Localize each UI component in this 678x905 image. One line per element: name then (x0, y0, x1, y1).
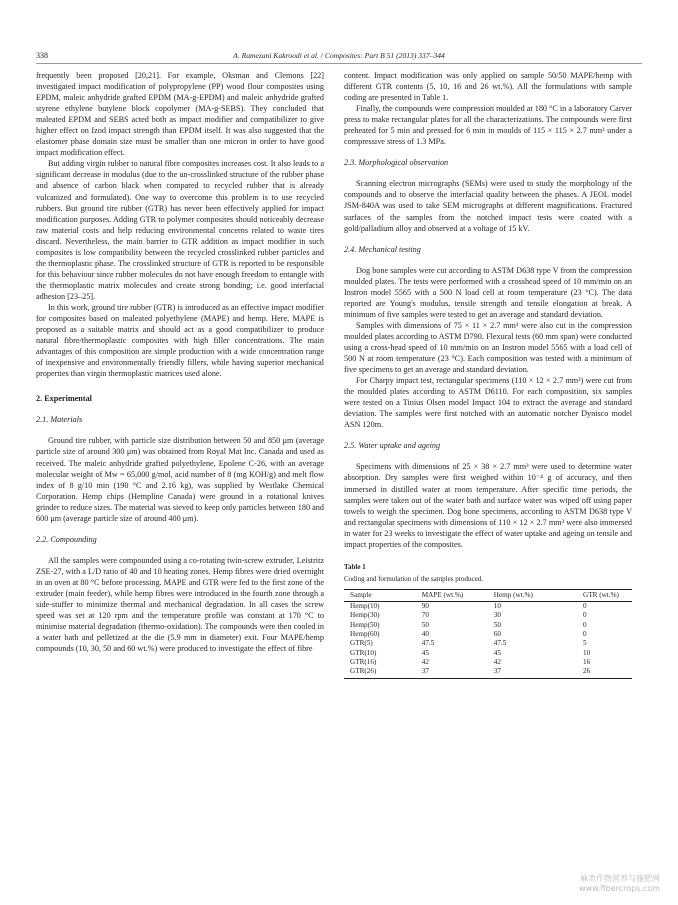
paragraph-moulding: Finally, the compounds were compression moulded at 180 °C in a laboratory Carver press to make rectangular plates for all the characterizations. The compounds were first preheated for 5 min and pressed for 6 min in moulds of 115 × 115 × 2.7 mm³ under a compressive stress of 1.3 MPa. (344, 104, 632, 147)
table-cell: 42 (421, 657, 429, 666)
table-cell: Hemp(50) (350, 620, 380, 629)
table-row (344, 602, 632, 612)
table-cell: 42 (493, 657, 501, 666)
table-header-cell: MAPE (wt.%) (422, 589, 494, 601)
table-cell: 70 (421, 611, 429, 620)
table-title: Table 1 (344, 562, 366, 571)
table-caption: Coding and formulation of the samples produced. (344, 574, 483, 583)
heading-experimental: 2. Experimental (36, 394, 92, 404)
table-cell: 0 (583, 630, 587, 639)
table-cell: GTR(26) (344, 667, 422, 678)
table-cell: 30 (493, 611, 501, 620)
running-title: A. Ramezani Kakroodi et al. / Composites: Part B 51 (2013) 337–344 (233, 51, 445, 60)
table-cell: 90 (421, 602, 429, 611)
table-cell: 45 (493, 648, 501, 657)
paragraph-water: Specimens with dimensions of 25 × 38 × 2.7 mm³ were used to determine water absorption. Dry samples were first weighed within 10⁻⁴ g of accuracy, and then immersed in distilled water at room temperature. After specific time periods, the samples were taken out of the water bath and surface water was wiped off using paper towels to weigh the specimen. Dog bone specimens, according to ASTM D638 type V and rectangular specimens with dimensions of 110 × 12 × 2.7 mm³ were also immersed in water for 23 weeks to investigate the effect of water uptake and ageing on tensile and impact properties of the composites. (344, 462, 632, 549)
paragraph-morphology: Scanning electron micrographs (SEMs) were used to study the morphology of the compounds and to observe the interfacial quality between the phases. A JEOL model JSM-840A was used to take SEM micrographs at different magnifications. Fractured surfaces of the samples from the notched impact tests were coated with a gold/palladium alloy and observed at a voltage of 15 kV. (344, 179, 632, 233)
paragraph-materials: Ground tire rubber, with particle size distribution between 50 and 850 μm (average particle size of around 300 μm) was obtained from Royal Mat Inc. Canada and used as received. The maleic anhydride grafted polyethylene, Epolene C-26, with an average molecular weight of Mw = 65,000 g/mol, acid number of 8 (mg KOH/g) and melt flow index of 8 g/10 min (190 °C and 2.16 kg), was supplied by Westlake Chemical Corporation. Hemp chips (Hempline Canada) were ground in a rotational knives grinder to reduce sizes. The material was sieved to keep only particles between 180 and 600 μm (average particle size of around 400 μm). (36, 436, 324, 523)
heading-compounding: 2.2. Compounding (36, 534, 97, 544)
table-cell: 40 (421, 630, 429, 639)
paragraph-compounding: All the samples were compounded using a co-rotating twin-screw extruder, Leistritz ZSE-27, with a L/D ratio of 40 and 10 heating zones. Hemp fibres were dried overnight in an oven at 80 °C before processing. MAPE and GTR were fed to the first zone of the extruder (main feeder), while hemp fibres were introduced in the fourth zone through a side-stuffer to minimize thermal and mechanical degradation. In all cases the screw speed was set at 120 rpm and the temperature profile was constant at 170 °C to minimise material degradation (thermo-oxidation). The compounds were then cooled in a water bath and pelletized at the die (5.9 mm in diameter) exit. Four MAPE/hemp compounds (10, 30, 50 and 60 wt.%) were produced to investigate the effect of fibre (36, 555, 324, 654)
right-column (344, 70, 632, 679)
table-cell: 50 (421, 620, 429, 629)
table-cell: 47.5 (421, 639, 435, 648)
heading-water: 2.5. Water uptake and ageing (344, 441, 441, 451)
table-cell: 16 (583, 657, 591, 666)
page-number: 338 (36, 51, 48, 60)
table-cell: 0 (583, 611, 587, 620)
paragraph-flexural: Samples with dimensions of 75 × 11 × 2.7 mm³ were also cut in the compression moulded plates according to ASTM D790. Flexural tests (60 mm span) were conducted using a cross-head speed of 10 mm/min on an Instron model 5565 with a load cell of 500 N at room temperature (23 °C). Each composition was tested with a minimum of five specimens to get an average and standard deviation. (344, 320, 632, 375)
site-watermark (579, 874, 660, 894)
table-row (344, 658, 632, 667)
table-header-cell: Sample (344, 589, 422, 601)
table-row (344, 639, 632, 648)
table-row (344, 630, 632, 639)
table-cell: Hemp(30) (350, 611, 380, 620)
paragraph-intro-3: In this work, ground tire rubber (GTR) is introduced as an effective impact modifier for composites based on maleated polyethylene (MAPE) and hemp. Here, MAPE is proposed as a suitable matrix and should act as a good compatibilizer to produce natural fibre/thermoplastic composites with high filler concentrations. The main advantages of this composition are simple production with a wide concentration range of inexpensive and environmentally friendly fillers, while having superior mechanical properties than virgin thermoplastic matrices used alone. (36, 302, 324, 379)
header-rule (36, 63, 642, 64)
table-header-cell: Hemp (wt.%) (494, 589, 583, 601)
paragraph-impact: For Charpy impact test, rectangular specimens (110 × 12 × 2.7 mm³) were cut from the moulded plates according to ASTM D6110. For each composition, six samples were tested on a Tinius Olsen model Impact 104 to extract the average and standard deviation. The samples were first notched with an automatic notcher Dynisco model ASN 120m. (344, 376, 632, 430)
formulation-table (344, 589, 632, 679)
table-cell: 47.5 (493, 639, 507, 648)
table-cell: 60 (493, 630, 501, 639)
watermark-line: www.fibercrops.com (579, 884, 660, 893)
table-cell: 10 (493, 602, 501, 611)
watermark-line: 麻类作物营养与施肥网 (580, 874, 660, 883)
table-row (344, 611, 632, 620)
table-cell: 10 (583, 648, 591, 657)
table-cell: GTR(10) (350, 648, 377, 657)
paragraph-intro-1: frequently been proposed [20,21]. For example, Oksman and Clemons [22] investigated impact modification of polypropylene (PP) wood flour composites using EPDM, maleic anhydride grafted EPDM (MA-g-EPDM) and maleic anhydride grafted styrene ethylene butylene block copolymer (MA-g-SEBS). They concluded that maleated EPDM and SEBS acted both as impact modifier and compatibilizer to give higher effect on Izod impact strength than EPDM itself. It was also suggested that the elastomer phase domain size must be smaller than one micron in order to have good impact modification effect. (36, 71, 324, 158)
table-cell: 5 (583, 639, 587, 648)
left-column (36, 70, 324, 654)
table-header-cell: GTR (wt.%) (583, 589, 632, 601)
paragraph-content: content. Impact modification was only applied on sample 50/50 MAPE/hemp with different GTR contents (5, 10, 16 and 26 wt.%). All the formulations with sample coding are presented in Table 1. (344, 71, 632, 103)
table-cell: 26 (583, 667, 632, 678)
table-cell: Hemp(60) (350, 630, 380, 639)
table-row (344, 649, 632, 658)
heading-materials: 2.1. Materials (36, 415, 83, 425)
table-cell: GTR(16) (350, 657, 377, 666)
table-cell: Hemp(10) (350, 602, 380, 611)
paragraph-tensile: Dog bone samples were cut according to ASTM D638 type V from the compression moulded plates. The tests were performed with a crosshead speed of 10 mm/min on an Instron model 5565 with a 500 N load cell at room temperature (23 °C). The data reported are Young's modulus, tensile strength and tensile elongation at break. A minimum of five samples were tested to get an average and standard deviation. (344, 265, 632, 319)
table-cell: 45 (421, 648, 429, 657)
paragraph-intro-2: But adding virgin rubber to natural fibre composites increases cost. It also leads to a significant decrease in modulus (due to the un-crosslinked structure of the rubber phase and absence of carbon black when compared to recycled rubber that is already vulcanized and formulated). One way to overcome this problem is to use recycled rubbers. But ground tire rubber (GTR) has never been effectively applied for impact modification purposes. Adding GTR to polymer composites should noticeably decrease raw material costs and help reducing environmental concerns related to waste tires discard. Nevertheless, the main barrier to GTR addition as impact modifier in such composites is low compatibility between the recycled crosslinked rubber particles and the thermoplastic phase. The crosslinked structure of GTR is reported to be responsible for this behaviour since rubber molecules do not have enough freedom to entangle with the thermoplastic matrix molecules and create strong bonding; i.e. good interfacial adhesion [23–25]. (36, 159, 324, 301)
heading-mechanical: 2.4. Mechanical testing (344, 244, 421, 254)
table-cell: 37 (422, 667, 494, 678)
table-cell: 0 (583, 620, 587, 629)
heading-morphology: 2.3. Morphological observation (344, 158, 449, 168)
table-row (344, 621, 632, 630)
table-cell: 50 (493, 620, 501, 629)
table-cell: 0 (583, 602, 587, 611)
table-cell: 37 (494, 667, 583, 678)
table-cell: GTR(5) (350, 639, 373, 648)
table-header-row (344, 589, 632, 601)
table-row (344, 667, 632, 678)
